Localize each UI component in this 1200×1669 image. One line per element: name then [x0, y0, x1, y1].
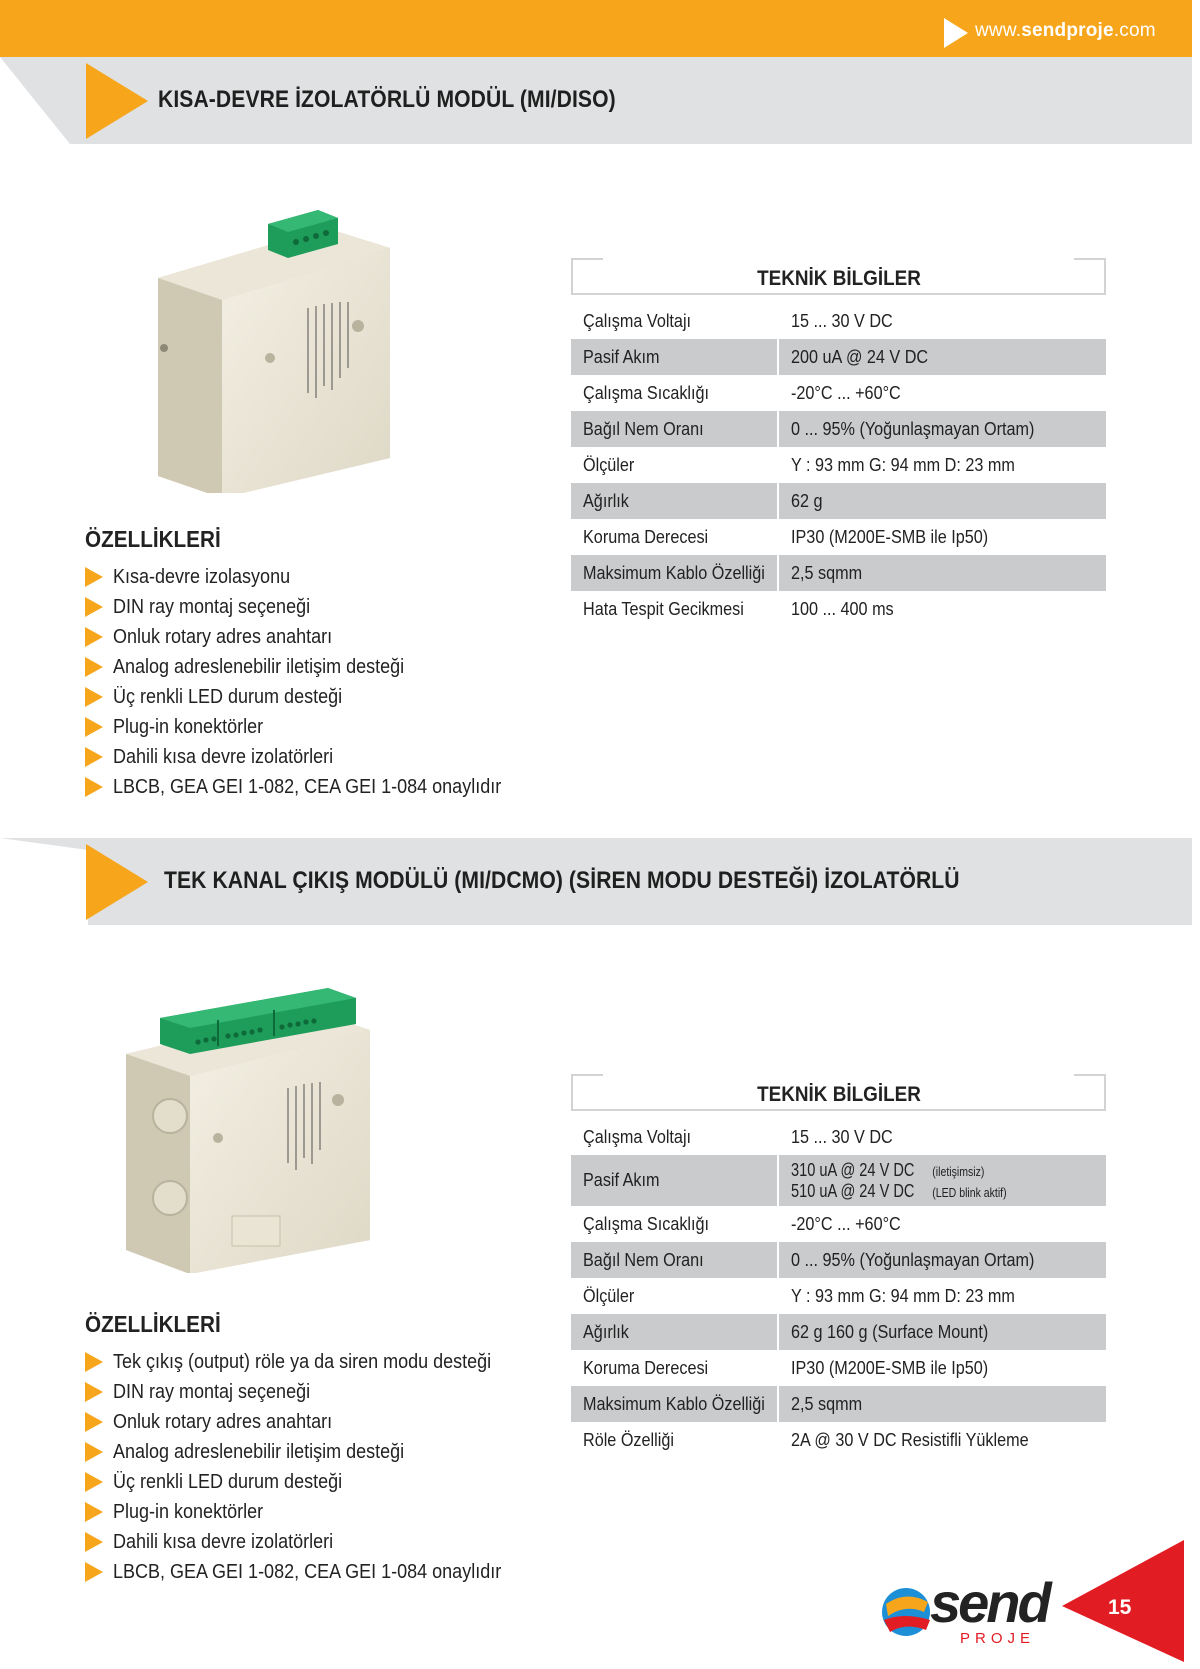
section-2-header — [0, 838, 1192, 925]
passive-current-line-1: 310 uA @ 24 V DC (iletişimsiz) — [791, 1159, 985, 1180]
section-2-product-image — [120, 988, 380, 1273]
tech-row: Koruma Derecesi IP30 (M200E-SMB ile Ip50) — [571, 1350, 1106, 1386]
bullet-arrow-icon — [85, 657, 103, 677]
tech-row: Maksimum Kablo Özelliği 2,5 sqmm — [571, 555, 1106, 591]
logo-wordmark: send — [930, 1571, 1049, 1634]
section-2-title: TEK KANAL ÇIKIŞ MODÜLÜ (MI/DCMO) (SİREN MODU DESTEĞİ) İZOLATÖRLÜ — [164, 867, 960, 894]
section-1-header — [0, 57, 1192, 144]
tech-row: Ağırlık 62 g — [571, 483, 1106, 519]
feature-item: Dahili kısa devre izolatörleri — [85, 742, 544, 772]
tech-row: Ölçüler Y : 93 mm G: 94 mm D: 23 mm — [571, 447, 1106, 483]
url-suffix: .com — [1113, 20, 1156, 41]
bullet-arrow-icon — [85, 1412, 103, 1432]
bullet-arrow-icon — [85, 717, 103, 737]
tech-row: Bağıl Nem Oranı 0 ... 95% (Yoğunlaşmayan Ortam) — [571, 411, 1106, 447]
section-1-tech-table — [571, 258, 1106, 627]
tech-row: Çalışma Sıcaklığı -20°C ... +60°C — [571, 1206, 1106, 1242]
bullet-arrow-icon — [85, 777, 103, 797]
feature-item: Tek çıkış (output) röle ya da siren modu desteği — [85, 1347, 544, 1377]
bullet-arrow-icon — [85, 597, 103, 617]
url-prefix: www. — [975, 20, 1022, 41]
tech-row: Ağırlık 62 g 160 g (Surface Mount) — [571, 1314, 1106, 1350]
section-1-title: KISA-DEVRE İZOLATÖRLÜ MODÜL (MI/DISO) — [158, 86, 616, 113]
tech-row: Ölçüler Y : 93 mm G: 94 mm D: 23 mm — [571, 1278, 1106, 1314]
feature-item: Analog adreslenebilir iletişim desteği — [85, 1437, 544, 1467]
feature-item: Analog adreslenebilir iletişim desteği — [85, 652, 544, 682]
url-brand: sendproje — [1021, 20, 1114, 41]
tech-row: Çalışma Sıcaklığı -20°C ... +60°C — [571, 375, 1106, 411]
section-2-features-list — [85, 1347, 544, 1587]
tech-row: Çalışma Voltajı 15 ... 30 V DC — [571, 303, 1106, 339]
bullet-arrow-icon — [85, 1532, 103, 1552]
passive-current-line-2: 510 uA @ 24 V DC (LED blink aktif) — [791, 1180, 1007, 1201]
url-arrow-icon — [944, 18, 968, 48]
tech-row: Pasif Akım 310 uA @ 24 V DC (iletişimsiz) 510 uA @ 24 V DC (LED blink aktif) — [571, 1155, 1106, 1206]
tech-row: Maksimum Kablo Özelliği 2,5 sqmm — [571, 1386, 1106, 1422]
section-1-features-list — [85, 562, 544, 802]
feature-item: Kısa-devre izolasyonu — [85, 562, 544, 592]
bullet-arrow-icon — [85, 1352, 103, 1372]
bullet-arrow-icon — [85, 627, 103, 647]
feature-item: Onluk rotary adres anahtarı — [85, 622, 544, 652]
module-dcmo-illustration — [120, 988, 380, 1273]
tech-table-title: TEKNİK BİLGİLER — [756, 267, 921, 290]
feature-item: Üç renkli LED durum desteği — [85, 682, 544, 712]
tech-table-header — [571, 258, 1106, 295]
globe-logo-icon — [878, 1582, 938, 1642]
feature-item: Plug-in konektörler — [85, 712, 544, 742]
tech-row: Koruma Derecesi IP30 (M200E-SMB ile Ip50) — [571, 519, 1106, 555]
logo-subtitle: PROJE — [960, 1630, 1036, 1647]
module-diso-illustration — [150, 208, 400, 493]
tech-table-title: TEKNİK BİLGİLER — [756, 1083, 921, 1106]
feature-item: DIN ray montaj seçeneği — [85, 592, 544, 622]
tech-table-header — [571, 1074, 1106, 1111]
section-1-arrow-icon — [86, 63, 148, 139]
bullet-arrow-icon — [85, 1562, 103, 1582]
feature-item: LBCB, GEA GEI 1-082, CEA GEI 1-084 onaylıdır — [85, 1557, 544, 1587]
bullet-arrow-icon — [85, 1382, 103, 1402]
tech-row: Pasif Akım 200 uA @ 24 V DC — [571, 339, 1106, 375]
section-1-features-title: ÖZELLİKLERİ — [85, 526, 221, 552]
bullet-arrow-icon — [85, 687, 103, 707]
bullet-arrow-icon — [85, 1502, 103, 1522]
feature-item: LBCB, GEA GEI 1-082, CEA GEI 1-084 onaylıdır — [85, 772, 544, 802]
section-2-arrow-icon — [86, 844, 148, 920]
tech-row: Bağıl Nem Oranı 0 ... 95% (Yoğunlaşmayan Ortam) — [571, 1242, 1106, 1278]
section-2-features-title: ÖZELLİKLERİ — [85, 1311, 221, 1337]
bullet-arrow-icon — [85, 1472, 103, 1492]
feature-item: Onluk rotary adres anahtarı — [85, 1407, 544, 1437]
section-2-tech-table — [571, 1074, 1106, 1458]
bullet-arrow-icon — [85, 1442, 103, 1462]
section-1-product-image — [150, 208, 400, 493]
bullet-arrow-icon — [85, 747, 103, 767]
feature-item: Dahili kısa devre izolatörleri — [85, 1527, 544, 1557]
bullet-arrow-icon — [85, 567, 103, 587]
tech-row: Röle Özelliği 2A @ 30 V DC Resistifli Yükleme — [571, 1422, 1106, 1458]
website-link[interactable] — [975, 20, 1156, 42]
feature-item: Plug-in konektörler — [85, 1497, 544, 1527]
page-number: 15 — [1108, 1596, 1132, 1619]
feature-item: Üç renkli LED durum desteği — [85, 1467, 544, 1497]
feature-item: DIN ray montaj seçeneği — [85, 1377, 544, 1407]
tech-row: Çalışma Voltajı 15 ... 30 V DC — [571, 1119, 1106, 1155]
tech-row: Hata Tespit Gecikmesi 100 ... 400 ms — [571, 591, 1106, 627]
